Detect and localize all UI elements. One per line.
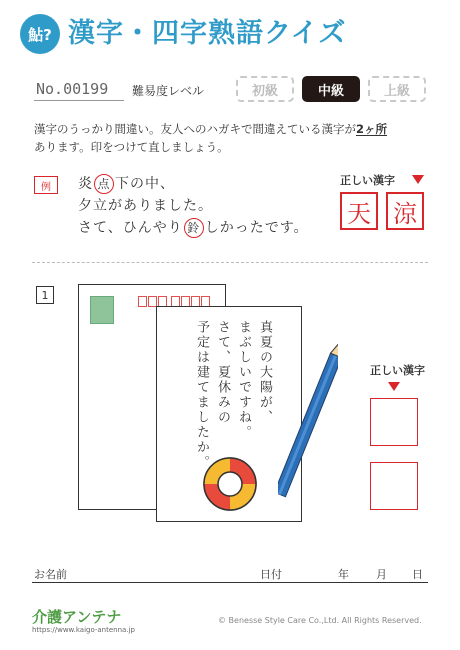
level-beginner: 初級 (236, 76, 294, 102)
brand-url: https://www.kaigo-antenna.jp (32, 626, 135, 634)
message-line: 予定は建てましたか。 (194, 320, 209, 470)
pencil-icon (278, 330, 338, 520)
error-mark-circle: 鈴 (184, 218, 204, 238)
message-line: 真夏の大陽が、 (257, 320, 272, 425)
error-mark-circle: 点 (94, 174, 114, 194)
message-line: さて、夏休みの (215, 320, 230, 425)
example-line-1 (78, 173, 175, 194)
answer-box-1[interactable] (370, 398, 418, 446)
name-line (32, 582, 428, 583)
example-text: 炎 (78, 176, 93, 192)
example-text: 下の中、 (115, 176, 175, 192)
example-text: しかったです。 (204, 220, 309, 236)
correct-kanji-label: 正しい漢字 (340, 174, 395, 187)
brand-logo: 介護アンテナ (32, 608, 122, 626)
answer-box-2[interactable] (370, 462, 418, 510)
postcard-message (175, 320, 275, 470)
message-line: まぶしいですね。 (236, 320, 251, 440)
instructions (34, 120, 434, 156)
section-divider (32, 262, 428, 263)
question-number: 1 (36, 286, 54, 304)
copyright: © Benesse Style Care Co.,Ltd. All Rights Reserved. (218, 616, 422, 625)
name-label: お名前 (34, 568, 67, 581)
number-underline (34, 100, 124, 101)
example-text: さて、ひんやり (78, 220, 183, 236)
life-ring-icon (198, 452, 262, 516)
down-arrow-icon (412, 175, 424, 184)
page-title: 漢字・四字熟語クイズ (68, 18, 347, 49)
example-answer-box: 天 (340, 192, 378, 230)
quiz-number: No.00199 (36, 80, 109, 98)
date-label: 日付 (260, 568, 282, 581)
correct-kanji-label: 正しい漢字 (370, 364, 425, 377)
example-line-3 (78, 217, 309, 238)
logo-badge: 鮎? (20, 14, 60, 54)
level-intermediate: 中級 (302, 76, 360, 102)
instructions-line2: あります。印をつけて直しましょう。 (34, 140, 229, 154)
instructions-line1: 漢字のうっかり間違い。友人へのハガキで間違えている漢字が (34, 122, 356, 136)
year-label: 年 (338, 568, 349, 581)
difficulty-label: 難易度レベル (132, 84, 205, 98)
month-label: 月 (376, 568, 387, 581)
zip-box (138, 296, 147, 307)
instructions-emphasis: 2ヶ所 (356, 122, 388, 136)
stamp-icon (90, 296, 114, 324)
example-tag: 例 (34, 176, 58, 194)
down-arrow-icon (388, 382, 400, 391)
level-advanced: 上級 (368, 76, 426, 102)
example-line-2: 夕立がありました。 (78, 198, 213, 214)
example-answer-box: 涼 (386, 192, 424, 230)
day-label: 日 (412, 568, 423, 581)
